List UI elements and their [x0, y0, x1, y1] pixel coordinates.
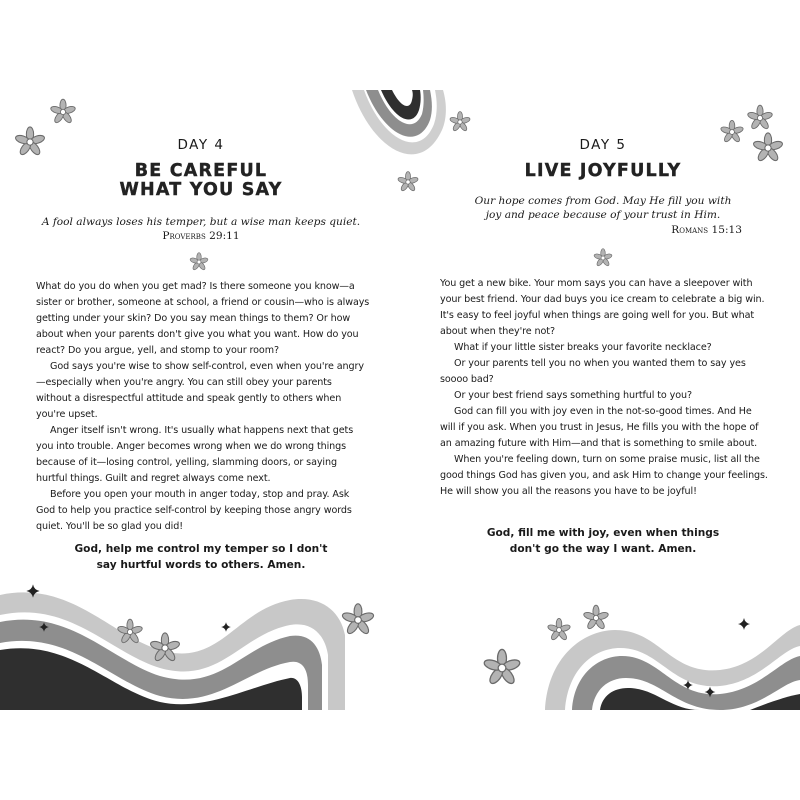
prayer-line: God, help me control my temper so I don't: [74, 543, 328, 555]
prayer: [30, 541, 372, 573]
left-page: [30, 90, 372, 710]
day-label: DAY 5: [579, 137, 627, 153]
verse-block: [30, 215, 372, 244]
verse-text: Our hope comes from God. May He fill you with: [474, 195, 732, 207]
prayer-line: don't go the way I want. Amen.: [509, 543, 697, 555]
verse-text: A fool always loses his temper, but a wise man keeps quiet.: [41, 216, 361, 228]
prayer-line: say hurtful words to others. Amen.: [96, 559, 306, 571]
verse-reference: Romans 15:13: [671, 223, 742, 236]
book-spread: [0, 90, 800, 710]
devotion-title: [30, 162, 372, 200]
flower-icon: [397, 172, 418, 192]
body-paragraph: Before you open your mouth in anger today, stop and pray. Ask God to help you practice self-control by keeping those angry words quiet. You'll be so glad you did!: [36, 489, 352, 532]
day-label: DAY 4: [177, 137, 225, 153]
right-page: [436, 90, 770, 710]
body-paragraph: Anger itself isn't wrong. It's usually what happens next that gets you into trouble. Anger becomes wrong when we do wrong things because of it—losing control, yelling, slamming doors, or saying hurtful things. Guilt and regret always come next.: [36, 425, 354, 484]
devotion-body: [440, 276, 768, 500]
verse-reference: Proverbs 29:11: [162, 230, 240, 243]
body-paragraph: God says you're wise to show self-control, even when you're angry—especially when you're angry. You can still obey your parents without a disrespectful attitude and speak gently to others when you're upset.: [36, 361, 364, 420]
body-paragraph: Or your best friend says something hurtful to you?: [454, 390, 692, 401]
devotion-title: LIVE JOYFULLY: [524, 161, 682, 181]
devotion-body: [36, 279, 370, 535]
body-paragraph: When you're feeling down, turn on some praise music, list all the good things God has given you, and ask Him to change your feelings. He will show you all the reasons you have to be joyful!: [440, 454, 768, 497]
verse-block: [436, 194, 770, 237]
body-paragraph: What if your little sister breaks your favorite necklace?: [454, 342, 712, 353]
body-paragraph: God can fill you with joy even in the not-so-good times. And He will if you ask. When you trust in Jesus, He fills you with the hope of an amazing future with Him—and that is something to smile about.: [440, 406, 759, 449]
prayer-line: God, fill me with joy, even when things: [486, 527, 720, 539]
body-paragraph: What do you do when you get mad? Is there someone you know—a sister or brother, someone at school, a friend or cousin—who is always getting under your skin? Do you say mean things to them? Or how about when your parents don't give you what you want. How do you react? Do you argue, yell, and stomp to your room?: [36, 281, 370, 356]
prayer: [436, 525, 770, 557]
verse-text: joy and peace because of your trust in Him.: [485, 209, 721, 222]
title-line: BE CAREFUL: [134, 161, 268, 181]
body-paragraph: You get a new bike. Your mom says you can have a sleepover with your best friend. Your dad buys you ice cream to celebrate a big win. It's easy to feel joyful when things are going well for you. But what about when they're not?: [440, 278, 765, 337]
body-paragraph: Or your parents tell you no when you wanted them to say yes soooo bad?: [440, 358, 746, 385]
title-line: WHAT YOU SAY: [119, 180, 283, 200]
